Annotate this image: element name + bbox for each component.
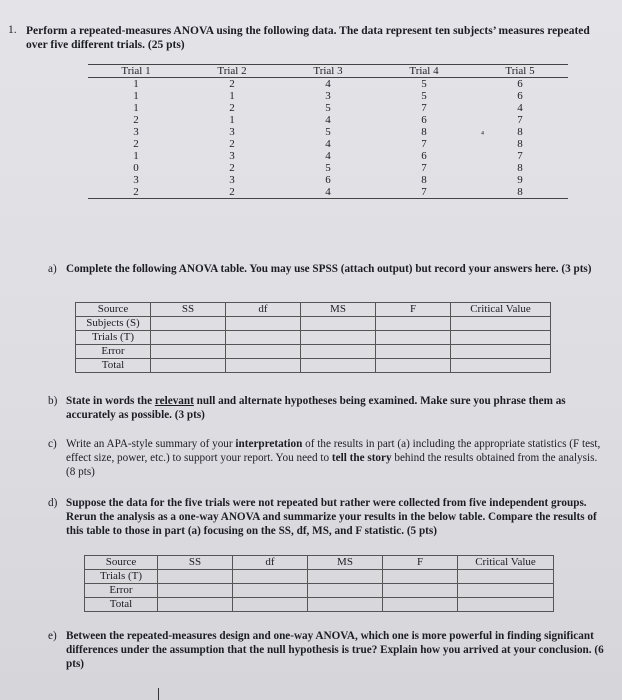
part-d-bold-1: not [258, 497, 274, 509]
answer-cell[interactable] [158, 584, 233, 598]
answer-cell[interactable] [383, 570, 458, 584]
anova-header: Source [76, 303, 151, 317]
anova-header: df [226, 303, 301, 317]
trial-value-cell: 3 [325, 90, 331, 102]
answer-cell[interactable] [158, 598, 233, 612]
anova-table-oneway [84, 555, 554, 612]
answer-cell[interactable] [383, 598, 458, 612]
answer-cell[interactable] [308, 584, 383, 598]
part-b-text-underlined: relevant [154, 395, 194, 407]
answer-cell[interactable] [451, 345, 551, 359]
answer-cell[interactable] [151, 359, 226, 373]
answer-cell[interactable] [308, 598, 383, 612]
anova-row [76, 345, 551, 359]
trial-value-cell: 2 [184, 186, 280, 199]
answer-cell[interactable] [458, 570, 554, 584]
part-d-label: d) [48, 497, 58, 509]
part-d-text-pre: Suppose the data for the five trials were [66, 497, 259, 509]
trial-value-cell: 2 [229, 162, 235, 174]
trial-value-cell: 7 [421, 102, 427, 114]
anova-row [76, 317, 551, 331]
trial-value-cell: 4 [325, 114, 331, 126]
anova-header-row [76, 303, 551, 317]
anova-table-repeated [75, 302, 551, 373]
trial-value-cell: 3 [229, 126, 235, 138]
part-b-text [66, 394, 606, 422]
answer-cell[interactable] [233, 584, 308, 598]
anova-source-cell: Total [85, 598, 158, 612]
anova-source-cell: Trials (T) [76, 331, 151, 345]
anova-header: df [233, 556, 308, 570]
answer-cell[interactable] [451, 331, 551, 345]
anova-header: MS [301, 303, 376, 317]
trial-value-cell: 5 [325, 126, 331, 138]
anova-header: F [383, 556, 458, 570]
part-e-text-content: Between the repeated-measures design and one-way ANOVA, which one is more powerful in finding significant differences under the assumption that the null hypothesis is true? Explain how you arrived at your conclusion. (6 pts) [66, 630, 604, 670]
part-a-label: a) [48, 263, 57, 275]
answer-cell[interactable] [226, 345, 301, 359]
part-c-text-mid: of the results in part (a) including the appropriate statistics (F test, effect size, power, etc.) to support your report. You need to [66, 438, 601, 464]
anova-header: SS [158, 556, 233, 570]
trial-data-body [88, 78, 568, 199]
trial-value-cell: 1 [133, 150, 139, 162]
question-intro-text: Perform a repeated-measures ANOVA using the following data. The data represent ten subjects’ measures repeated over five different trials. [26, 25, 590, 51]
answer-cell[interactable] [301, 331, 376, 345]
trial-header: Trial 1 [88, 65, 184, 78]
trial-value-cell: 9 [517, 174, 523, 186]
answer-cell[interactable] [308, 570, 383, 584]
answer-cell[interactable] [301, 359, 376, 373]
trial-header: Trial 4 [376, 65, 472, 78]
part-c-bold-1: interpretation [235, 438, 303, 450]
trial-value-cell: 5 [325, 102, 331, 114]
trial-data-row [88, 102, 568, 114]
trial-header: Trial 2 [184, 65, 280, 78]
trial-header-row [88, 65, 568, 78]
anova-row [76, 331, 551, 345]
trial-value-cell: 4 [325, 138, 331, 150]
part-d-text [66, 496, 606, 538]
part-c-bold-2: tell the story [331, 452, 392, 464]
part-b-text-pre: State in words the [66, 395, 155, 407]
answer-cell[interactable] [458, 598, 554, 612]
anova-source-cell: Total [76, 359, 151, 373]
text-cursor [158, 688, 159, 700]
trial-data-row [88, 162, 568, 174]
answer-cell[interactable] [226, 331, 301, 345]
part-e-text [66, 629, 606, 671]
trial-value-cell: 8 [472, 186, 568, 199]
anova-header-row [85, 556, 554, 570]
answer-cell[interactable] [226, 359, 301, 373]
trial-data-table [88, 64, 568, 199]
trial-value-cell: 1 [229, 114, 235, 126]
part-e-label: e) [48, 630, 57, 642]
answer-cell[interactable] [458, 584, 554, 598]
anova-header: F [376, 303, 451, 317]
part-b-label: b) [48, 395, 58, 407]
answer-cell[interactable] [233, 570, 308, 584]
anova-source-cell: Error [76, 345, 151, 359]
trial-value-cell: 3 [229, 150, 235, 162]
question-number: 1. [8, 24, 17, 36]
trial-data-row [88, 126, 568, 138]
trial-value-cell: 1 [229, 90, 235, 102]
part-c-label: c) [48, 438, 57, 450]
trial-value-cell: 7 [421, 138, 427, 150]
question-intro [26, 24, 606, 52]
stray-pen-mark: ⁴ [481, 129, 485, 139]
trial-value-cell: 7 [421, 162, 427, 174]
trial-value-cell: 4 [325, 78, 331, 90]
answer-cell[interactable] [233, 598, 308, 612]
trial-value-cell: 0 [133, 162, 139, 174]
trial-header: Trial 3 [280, 65, 376, 78]
trial-value-cell: 2 [133, 138, 139, 150]
answer-cell[interactable] [376, 331, 451, 345]
anova-row [85, 570, 554, 584]
answer-cell[interactable] [376, 345, 451, 359]
trial-value-cell: 3 [133, 126, 139, 138]
trial-value-cell: 1 [133, 102, 139, 114]
anova-row [76, 359, 551, 373]
trial-data-row [88, 90, 568, 102]
trial-value-cell: 8 [517, 126, 523, 138]
anova-header: Critical Value [451, 303, 551, 317]
trial-data-row [88, 174, 568, 186]
answer-cell[interactable] [151, 331, 226, 345]
trial-data-row [88, 114, 568, 126]
trial-value-cell: 2 [229, 78, 235, 90]
trial-value-cell: 7 [376, 186, 472, 199]
trial-value-cell: 1 [133, 78, 139, 90]
trial-value-cell: 4 [517, 102, 523, 114]
trial-value-cell: 2 [229, 102, 235, 114]
part-c-text-post: behind the results obtained from the analysis. (8 pts) [66, 452, 598, 478]
anova-row [85, 584, 554, 598]
part-a-text-content: Complete the following ANOVA table. You may use SPSS (attach output) but record your answers here. (3 pts) [66, 263, 592, 275]
answer-cell[interactable] [301, 345, 376, 359]
answer-cell[interactable] [151, 345, 226, 359]
trial-value-cell: 7 [517, 150, 523, 162]
trial-data-row [88, 78, 568, 91]
trial-value-cell: 8 [421, 174, 427, 186]
trial-value-cell: 2 [88, 186, 184, 199]
trial-value-cell: 4 [280, 186, 376, 199]
part-c-text-pre: Write an APA-style summary of your [66, 438, 236, 450]
trial-header: Trial 5 [472, 65, 568, 78]
anova-row [85, 598, 554, 612]
answer-cell[interactable] [451, 317, 551, 331]
anova-header: Critical Value [458, 556, 554, 570]
trial-value-cell: 6 [421, 114, 427, 126]
answer-cell[interactable] [226, 317, 301, 331]
anova-header: SS [151, 303, 226, 317]
part-d-text-mid: repeated but rather were collected from five independent groups. Rerun the analysis [66, 497, 587, 523]
trial-value-cell: 5 [421, 78, 427, 90]
trial-value-cell: 8 [517, 162, 523, 174]
part-a-text [66, 262, 606, 276]
part-d-bold-2: as a one-way ANOVA [157, 511, 260, 523]
anova-source-cell: Subjects (S) [76, 317, 151, 331]
anova-header: MS [308, 556, 383, 570]
question-points: (25 pts) [147, 39, 185, 51]
answer-cell[interactable] [376, 317, 451, 331]
trial-value-cell: 7 [517, 114, 523, 126]
trial-value-cell: 6 [517, 78, 523, 90]
answer-cell[interactable] [151, 317, 226, 331]
trial-value-cell: 4 [325, 150, 331, 162]
trial-data-row [88, 138, 568, 150]
trial-value-cell: 6 [517, 90, 523, 102]
trial-value-cell: 1 [133, 90, 139, 102]
trial-value-cell: 3 [229, 174, 235, 186]
trial-value-cell: 5 [421, 90, 427, 102]
trial-value-cell: 6 [421, 150, 427, 162]
trial-value-cell: 2 [133, 114, 139, 126]
trial-value-cell: 3 [133, 174, 139, 186]
trial-value-cell: 2 [229, 138, 235, 150]
part-c-text [66, 437, 606, 479]
trial-data-row [88, 150, 568, 162]
answer-cell[interactable] [451, 359, 551, 373]
anova-header: Source [85, 556, 158, 570]
trial-value-cell: 8 [517, 138, 523, 150]
anova-source-cell: Error [85, 584, 158, 598]
trial-value-cell: 5 [325, 162, 331, 174]
answer-cell[interactable] [383, 584, 458, 598]
answer-cell[interactable] [301, 317, 376, 331]
answer-cell[interactable] [158, 570, 233, 584]
trial-value-cell: 6 [325, 174, 331, 186]
part-d-text-post: and summarize your results in the below table. Compare the results of this table to those in part (a) focusing on the SS, df, MS, and F statistic. (5 pts) [66, 511, 597, 537]
trial-data-row [88, 186, 568, 199]
trial-value-cell: 8 [421, 126, 427, 138]
anova-source-cell: Trials (T) [85, 570, 158, 584]
part-b-text-post: null and alternate hypotheses being examined. Make sure you phrase them as accurately as possible. (3 pts) [66, 395, 566, 421]
answer-cell[interactable] [376, 359, 451, 373]
